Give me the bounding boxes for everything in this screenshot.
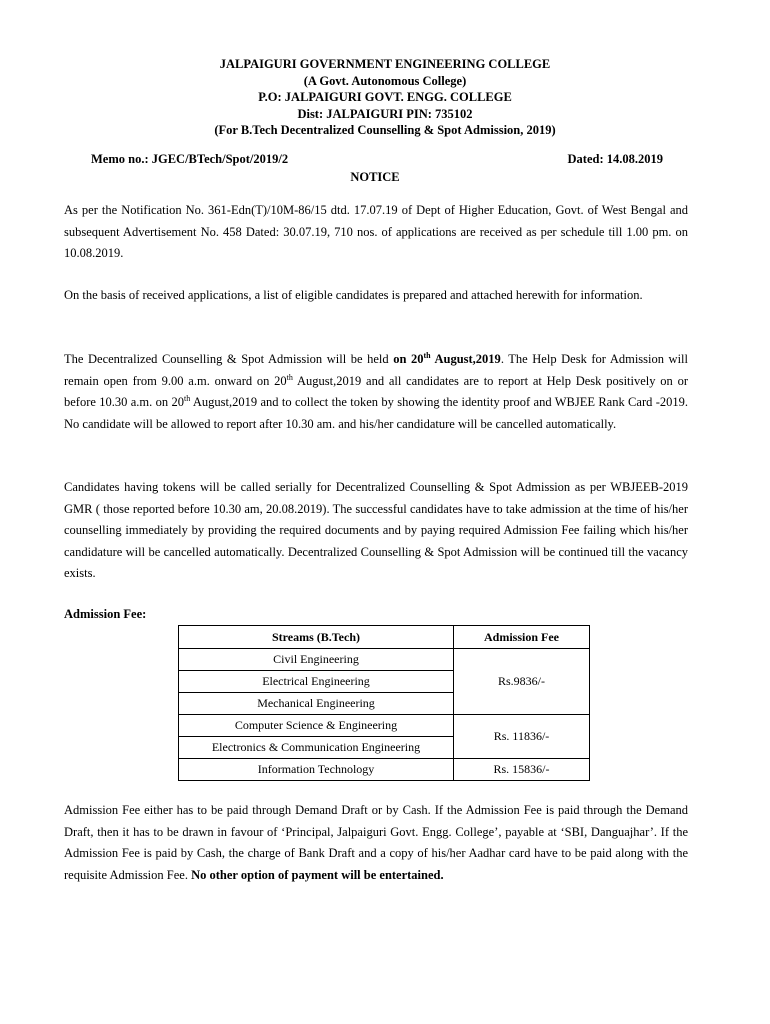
college-name: JALPAIGURI GOVERNMENT ENGINEERING COLLEGE <box>219 57 551 71</box>
memo-number: Memo no.: JGEC/BTech/Spot/2019/2 <box>91 152 289 166</box>
stream-cell: Mechanical Engineering <box>179 693 454 715</box>
header-fee: Admission Fee <box>454 626 590 649</box>
college-post-office: P.O: JALPAIGURI GOVT. ENGG. COLLEGE <box>258 90 512 104</box>
stream-cell: Computer Science & Engineering <box>179 715 454 737</box>
notice-title: NOTICE <box>350 170 400 184</box>
stream-cell: Electronics & Communication Engineering <box>179 737 454 759</box>
table-row <box>179 759 590 781</box>
admission-fee-heading: Admission Fee: <box>64 607 147 621</box>
fee-cell: Rs.9836/- <box>454 649 590 715</box>
paragraph-payment-mode: Admission Fee either has to be paid through Demand Draft or by Cash. If the Admission Fee is paid through the Demand Draft, then it has to be drawn in favour of ‘Principal, Jalpaiguri Govt. Engg. College’, payable at ‘SBI, Danguajhar’. If the Admission Fee is paid by Cash, the charge of Bank Draft and a copy of his/her Aadhar card have to be paid along with the requisite Admission Fee. No other option of payment will be entertained. <box>64 803 688 882</box>
table-row <box>179 649 590 671</box>
paragraph-token-process: Candidates having tokens will be called serially for Decentralized Counselling & Spot Admission as per WBJEEB-2019 GMR ( those reported before 10.30 am, 20.08.2019). The successful candidates have to take admission at the time of his/her counselling immediately by providing the required documents and by paying required Admission Fee failing which his/her candidature will be cancelled automatically. Decentralized Counselling & Spot Admission will be continued till the vacancy exists. <box>64 480 688 580</box>
header-streams: Streams (B.Tech) <box>179 626 454 649</box>
paragraph-eligible-list: On the basis of received applications, a list of eligible candidates is prepared and attached herewith for information. <box>64 288 643 302</box>
stream-cell: Information Technology <box>179 759 454 781</box>
college-status: (A Govt. Autonomous College) <box>303 73 467 88</box>
paragraph-counselling-date: The Decentralized Counselling & Spot Admission will be held on 20th August,2019. The Help Desk for Admission will remain open from 9.00 a.m. onward on 20th August,2019 and all candidates are to report at Help Desk positively on or before 10.30 a.m. on 20th August,2019 and to collect the token by showing the identity proof and WBJEE Rank Card -2019. No candidate will be allowed to report after 10.30 am. and his/her candidature will be cancelled automatically. <box>64 350 689 431</box>
fee-cell: Rs. 11836/- <box>454 715 590 759</box>
stream-cell: Civil Engineering <box>179 649 454 671</box>
payment-warning: No other option of payment will be entertained. <box>191 867 444 882</box>
college-district: Dist: JALPAIGURI PIN: 735102 <box>297 106 473 121</box>
memo-date: Dated: 14.08.2019 <box>567 152 663 166</box>
counselling-date: on 20th August,2019 <box>393 350 501 366</box>
fee-cell: Rs. 15836/- <box>454 759 590 781</box>
table-header-row <box>179 626 590 649</box>
college-header <box>0 56 770 139</box>
admission-fee-table <box>178 625 590 781</box>
stream-cell: Electrical Engineering <box>179 671 454 693</box>
notice-purpose: (For B.Tech Decentralized Counselling & Spot Admission, 2019) <box>214 123 556 137</box>
table-row <box>179 715 590 737</box>
paragraph-notification: As per the Notification No. 361-Edn(T)/10M-86/15 dtd. 17.07.19 of Dept of Higher Education, Govt. of West Bengal and subsequent Advertisement No. 458 Dated: 30.07.19, 710 nos. of applications are received as per schedule till 1.00 pm. on 10.08.2019. <box>64 203 688 260</box>
